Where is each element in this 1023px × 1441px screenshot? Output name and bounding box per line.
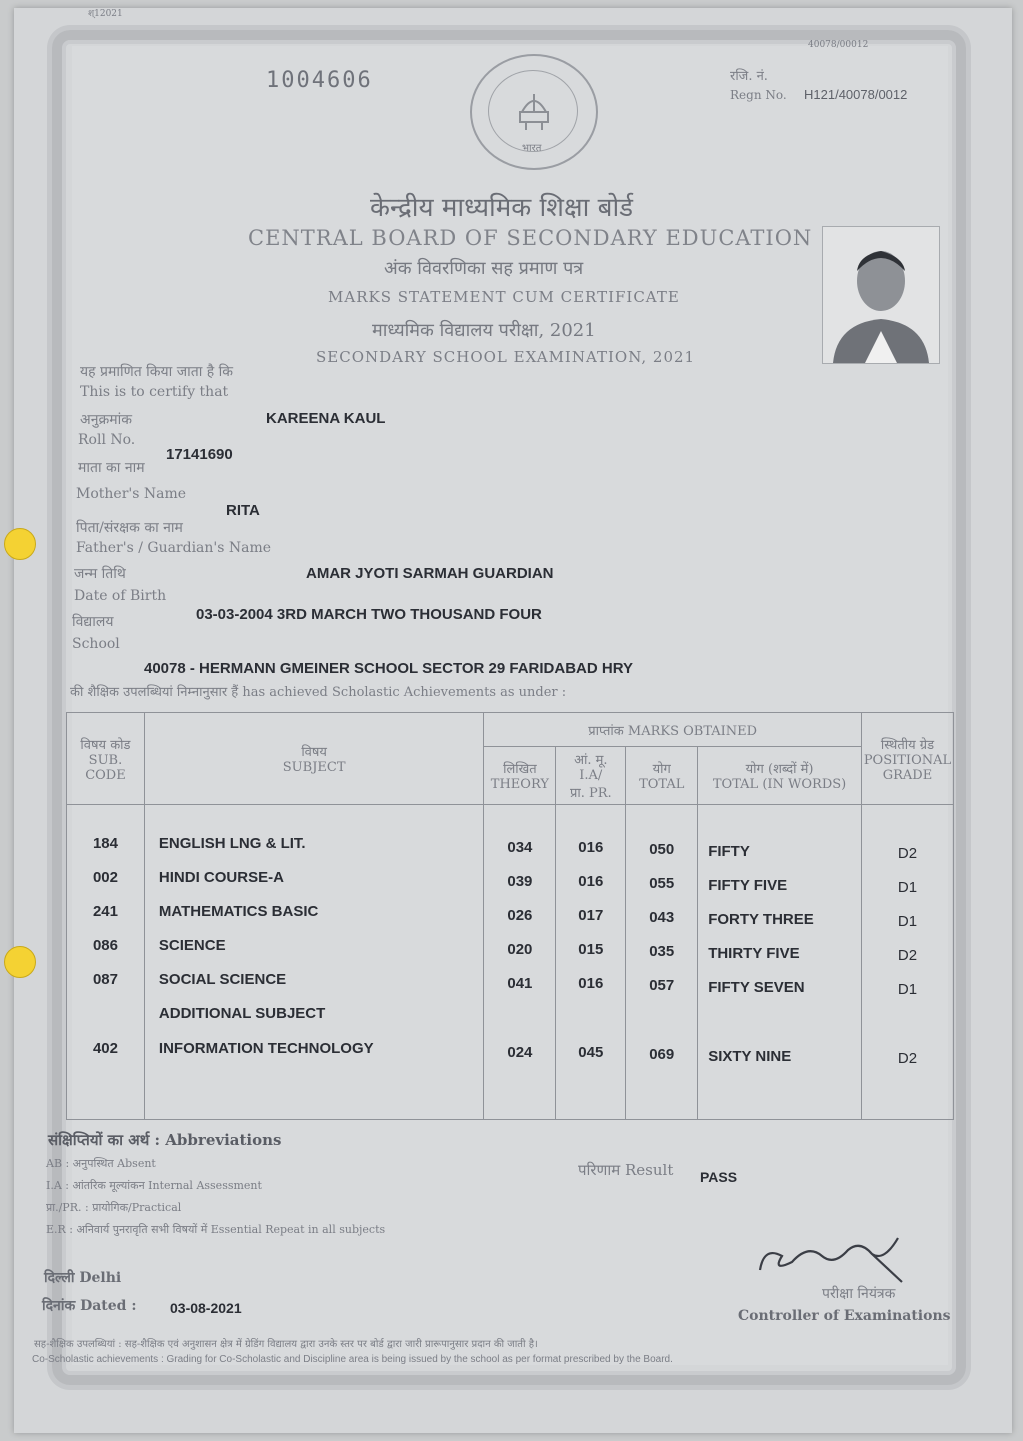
header-ia <box>556 747 626 805</box>
regn-number: H121/40078/0012 <box>804 87 908 102</box>
subject-name: SCIENCE <box>158 937 226 954</box>
abbr-internal-assessment: I.A : आंतरिक मूल्यांकन Internal Assessment <box>46 1179 262 1192</box>
total-in-words: FORTY THREE <box>708 911 814 928</box>
ia-marks: 016 <box>578 839 604 856</box>
school-label-english: School <box>72 636 120 652</box>
dated-label: दिनांक Dated : <box>42 1298 137 1314</box>
school-name: 40078 - HERMANN GMEINER SCHOOL SECTOR 29 FARIDABAD HRY <box>144 660 633 677</box>
codes-column <box>67 805 145 1120</box>
additional-theory-marks: 024 <box>507 1044 533 1061</box>
header-ia-english: I.A/ <box>579 768 603 783</box>
dob-label-hindi: जन्म तिथि <box>74 566 126 582</box>
abbr-essential-repeat: E.R : अनिवार्य पुनरावृति सभी विषयों में Essential Repeat in all subjects <box>46 1223 386 1236</box>
header-theory-english: THEORY <box>490 777 549 792</box>
mother-label-hindi: माता का नाम <box>78 460 145 476</box>
header-total <box>626 747 698 805</box>
father-label-hindi: पिता/संरक्षक का नाम <box>76 520 183 536</box>
abbreviations-title: संक्षिप्तियों का अर्थ : Abbreviations <box>48 1131 282 1149</box>
header-subcode-english: SUB. CODE <box>85 752 126 783</box>
seal-text: भारत <box>522 143 542 154</box>
top-right-code: 40078/00012 <box>808 40 869 50</box>
dob-label-english: Date of Birth <box>74 588 167 604</box>
header-total-english: TOTAL <box>639 777 685 792</box>
certify-label-hindi: यह प्रमाणित किया जाता है कि <box>80 364 234 380</box>
total-marks: 035 <box>649 943 675 960</box>
person-photo-icon <box>823 227 939 363</box>
additional-total-marks: 069 <box>649 1046 675 1063</box>
controller-signature <box>752 1226 912 1286</box>
certificate-title-english: MARKS STATEMENT CUM CERTIFICATE <box>328 288 680 306</box>
positional-grade: D1 <box>897 981 918 998</box>
subject-code: 087 <box>92 971 118 988</box>
total-marks: 043 <box>649 909 675 926</box>
additional-subject-code: 402 <box>92 1040 118 1057</box>
certificate-title-hindi: अंक विवरणिका सह प्रमाण पत्र <box>384 258 584 279</box>
theory-marks: 026 <box>507 907 533 924</box>
total-column <box>626 805 698 1120</box>
header-total-hindi: योग <box>652 762 671 777</box>
header-ia-hindi: आं. मू. <box>574 753 608 768</box>
co-scholastic-note-english: Co-Scholastic achievements : Grading for Co-Scholastic and Discipline area is being issued by the school as per format prescribed by the Board. <box>32 1354 673 1365</box>
ia-marks: 016 <box>578 975 604 992</box>
additional-ia-marks: 045 <box>578 1044 604 1061</box>
header-subcode <box>67 713 145 805</box>
theory-marks: 041 <box>507 975 533 992</box>
header-grade <box>861 713 953 805</box>
ashoka-emblem-icon <box>512 86 556 132</box>
subject-code: 241 <box>92 903 118 920</box>
roll-label-english: Roll No. <box>78 432 136 448</box>
total-in-words: FIFTY FIVE <box>708 877 788 894</box>
controller-title-hindi: परीक्षा नियंत्रक <box>822 1286 896 1302</box>
header-pr: प्रा. PR. <box>569 786 612 801</box>
punch-dot-bottom <box>4 946 36 978</box>
positional-grade: D1 <box>897 879 918 896</box>
additional-positional-grade: D2 <box>897 1050 918 1067</box>
student-name: KAREENA KAUL <box>266 410 386 427</box>
subject-code: 002 <box>92 869 118 886</box>
additional-total-in-words: SIXTY NINE <box>708 1048 792 1065</box>
board-title-hindi: केन्द्रीय माध्यमिक शिक्षा बोर्ड <box>370 193 634 223</box>
additional-subject-name: INFORMATION TECHNOLOGY <box>158 1040 374 1057</box>
roll-number: 17141690 <box>166 446 233 463</box>
certify-label-english: This is to certify that <box>80 384 229 400</box>
theory-column <box>484 805 556 1120</box>
positional-grade: D2 <box>897 845 918 862</box>
header-subject-english: SUBJECT <box>282 760 346 775</box>
board-title-english: CENTRAL BOARD OF SECONDARY EDUCATION <box>248 226 813 250</box>
theory-marks: 034 <box>507 839 533 856</box>
serial-number: 1004606 <box>266 68 373 93</box>
mother-name: RITA <box>226 502 260 519</box>
subject-name: MATHEMATICS BASIC <box>158 903 319 920</box>
additional-subject-label: ADDITIONAL SUBJECT <box>158 1005 326 1022</box>
total-in-words: FIFTY SEVEN <box>708 979 805 996</box>
marks-table <box>66 712 954 1120</box>
theory-marks: 020 <box>507 941 533 958</box>
co-scholastic-note-hindi: सह-शैक्षिक उपलब्धियां : सह-शैक्षिक एवं अनुशासन क्षेत्र में ग्रेडिंग विद्यालय द्वारा उनके स्तर पर बोर्ड द्वारा जारी प्रारूपानुसार प्रदान की जाती है। <box>34 1339 538 1350</box>
ia-marks: 016 <box>578 873 604 890</box>
achievement-statement: की शैक्षिक उपलब्धियां निम्नानुसार हैं has achieved Scholastic Achievements as under : <box>70 685 567 700</box>
exam-title-english: SECONDARY SCHOOL EXAMINATION, 2021 <box>316 348 696 366</box>
total-marks: 050 <box>649 841 675 858</box>
mother-label-english: Mother's Name <box>76 486 187 502</box>
marks-body-row <box>67 805 954 1120</box>
exam-title-hindi: माध्यमिक विद्यालय परीक्षा, 2021 <box>372 320 596 341</box>
header-words-hindi: योग (शब्दों में) <box>745 762 814 777</box>
header-marks-obtained: प्राप्तांक MARKS OBTAINED <box>484 713 862 747</box>
abbr-absent: AB : अनुपस्थित Absent <box>46 1157 156 1170</box>
total-in-words: FIFTY <box>708 843 750 860</box>
roll-label-hindi: अनुक्रमांक <box>80 412 132 428</box>
school-label-hindi: विद्यालय <box>72 614 114 630</box>
punch-dot-top <box>4 528 36 560</box>
ia-marks: 015 <box>578 941 604 958</box>
header-grade-english: POSITIONAL GRADE <box>863 752 952 783</box>
header-theory-hindi: लिखित <box>503 762 537 777</box>
student-photo <box>822 226 940 364</box>
emblem-seal <box>470 54 598 170</box>
controller-title-english: Controller of Examinations <box>738 1308 951 1324</box>
subject-code: 184 <box>92 835 118 852</box>
result-value: PASS <box>700 1169 738 1185</box>
header-grade-hindi: स्थितीय ग्रेड <box>880 737 935 753</box>
total-in-words: THIRTY FIVE <box>708 945 800 962</box>
regn-label-en: Regn No. <box>730 88 787 102</box>
header-theory <box>484 747 556 805</box>
ia-marks: 017 <box>578 907 604 924</box>
subject-name: ENGLISH LNG & LIT. <box>158 835 306 852</box>
result-label: परिणाम Result <box>578 1161 674 1179</box>
header-subcode-hindi: विषय कोड <box>80 737 131 753</box>
subject-code: 086 <box>92 937 118 954</box>
subject-name: SOCIAL SCIENCE <box>158 971 287 988</box>
positional-grade: D1 <box>897 913 918 930</box>
grade-column <box>861 805 953 1120</box>
father-label-english: Father's / Guardian's Name <box>76 540 272 556</box>
header-words-english: TOTAL (IN WORDS) <box>712 777 847 792</box>
date-of-birth: 03-03-2004 3RD MARCH TWO THOUSAND FOUR <box>196 606 542 623</box>
positional-grade: D2 <box>897 947 918 964</box>
total-marks: 055 <box>649 875 675 892</box>
regn-label-hi: रजि. नं. <box>730 69 768 84</box>
place-label: दिल्ली Delhi <box>44 1270 122 1286</box>
theory-marks: 039 <box>507 873 533 890</box>
abbr-practical: प्रा./PR. : प्रायोगिक/Practical <box>46 1201 182 1214</box>
header-subject <box>144 713 483 805</box>
father-name: AMAR JYOTI SARMAH GUARDIAN <box>306 565 554 582</box>
subject-name: HINDI COURSE-A <box>158 869 284 886</box>
words-column <box>698 805 862 1120</box>
ia-column <box>556 805 626 1120</box>
issue-date: 03-08-2021 <box>170 1300 242 1316</box>
subjects-column <box>144 805 483 1120</box>
top-left-code: श्12021 <box>88 9 123 19</box>
header-subject-hindi: विषय <box>301 745 327 760</box>
header-total-words <box>698 747 862 805</box>
total-marks: 057 <box>649 977 675 994</box>
